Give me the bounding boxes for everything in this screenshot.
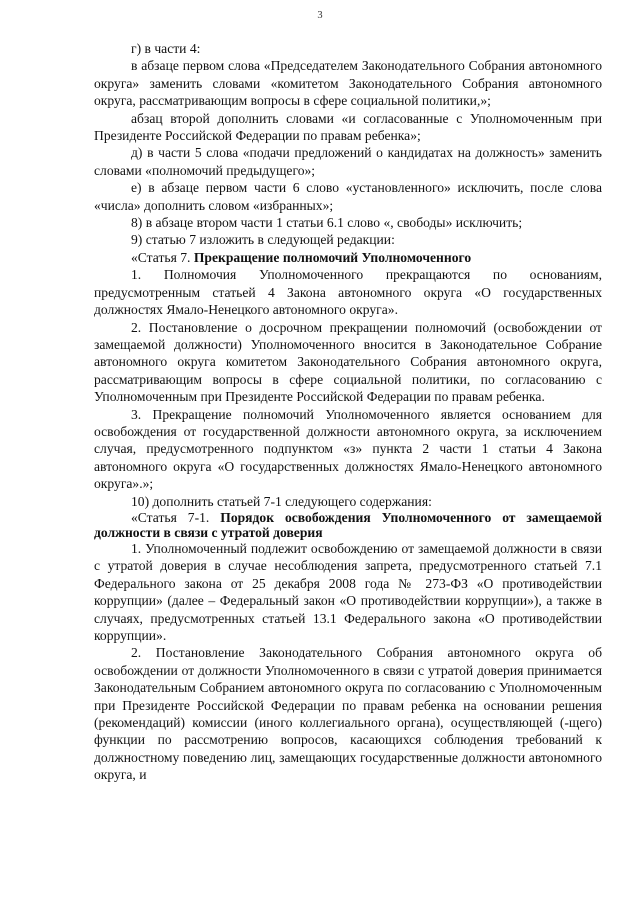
article-heading-title: Прекращение полномочий Уполномоченного: [193, 249, 472, 265]
article-heading: [94, 510, 602, 540]
page-number: 3: [317, 10, 323, 21]
article-heading: [94, 249, 602, 266]
paragraph: 10) дополнить статьей 7-1 следующего содержания:: [131, 493, 432, 509]
paragraph: е) в абзаце первом части 6 слово «установленного» исключить, после слова «числа» дополнить словом «избранных»;: [94, 180, 602, 213]
document-body: [94, 40, 602, 784]
paragraph: 9) статью 7 изложить в следующей редакции:: [131, 232, 395, 248]
article-heading-lead: «Статья 7.: [131, 249, 194, 265]
paragraph: 2. Постановление о досрочном прекращении полномочий (освобождении от замещаемой должности) Уполномоченного вносится в Законодательное Собрание автономного округа комитетом Законодательного Собрания автономного округа, рассматривающим вопросы в сфере социальной политики, по согласованию с Уполномоченным при Президенте Российской Федерации по правам ребенка.: [94, 319, 602, 405]
paragraph: д) в части 5 слова «подачи предложений о кандидатах на должность» заменить словами «полномочий предыдущего»;: [94, 145, 602, 178]
paragraph: абзац второй дополнить словами «и согласованные с Уполномоченным при Президенте Российской Федерации по правам ребенка»;: [94, 110, 602, 144]
paragraph: в абзаце первом слова «Председателем Законодательного Собрания автономного округа» заменить словами «комитетом Законодательного Собрания автономного округа, рассматривающим вопросы в сфере социальной политики,»;: [94, 58, 602, 109]
article-heading-title: Порядок освобождения Уполномоченного от замещаемой должности в связи с утратой доверия: [94, 509, 602, 540]
paragraph: 1. Полномочия Уполномоченного прекращаются по основаниям, предусмотренным статьей 4 Закона автономного округа «О государственных должностях Ямало-Ненецкого автономного округа».: [94, 267, 602, 318]
paragraph: 3. Прекращение полномочий Уполномоченного является основанием для освобождения от государственной должности автономного округа, за исключением случая, предусмотренного подпунктом «з» пункта 2 части 1 статьи 4 Закона автономного округа «О государственных должностях Ямало-Ненецкого автономного округа».»;: [94, 406, 602, 492]
paragraph: г) в части 4:: [131, 41, 201, 56]
paragraph: 2. Постановление Законодательного Собрания автономного округа об освобождении от должности Уполномоченного в связи с утратой доверия принимается Законодательным Собранием автономного округа по согласованию с Уполномоченным при Президенте Российской Федерации по правам ребенка на основании решения (рекомендаций) комиссии (иного коллегиального органа), осуществляющей (-щего) функции по рассмотрению вопросов, касающихся соблюдения требований к должностному поведению лиц, замещающих государственные должности автономного округа, и: [94, 645, 602, 783]
paragraph: 1. Уполномоченный подлежит освобождению от замещаемой должности в связи с утратой доверия в случае несоблюдения запрета, предусмотренного статьей 7.1 Федерального закона от 25 декабря 2008 года № 273-ФЗ «О противодействии коррупции» (далее – Федеральный закон «О противодействии коррупции»), а также в случаях, предусмотренных статьей 13.1 Федерального закона «О противодействии коррупции».: [94, 540, 602, 643]
paragraph: 8) в абзаце втором части 1 статьи 6.1 слово «, свободы» исключить;: [131, 215, 523, 231]
article-heading-lead: «Статья 7-1.: [131, 509, 221, 525]
